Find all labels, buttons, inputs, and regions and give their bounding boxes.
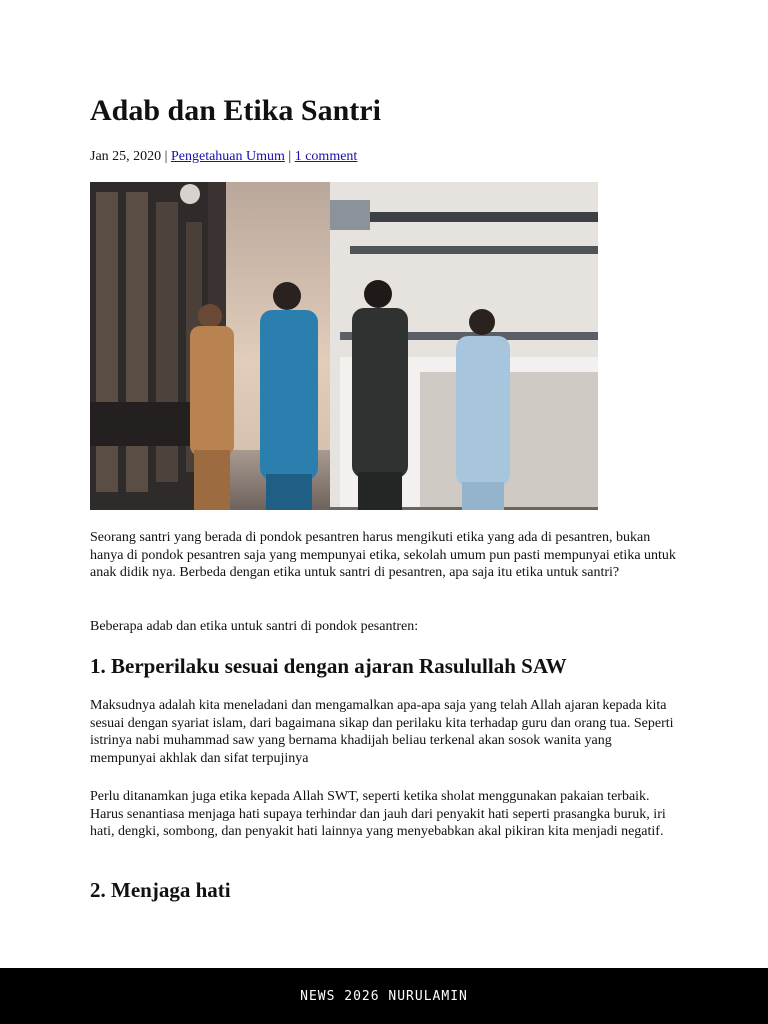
person-3 [352,280,408,510]
footer-bar [0,968,768,1024]
person-2 [260,282,318,510]
hero-image [90,182,598,510]
post-date: Jan 25, 2020 [90,149,162,164]
post-meta [90,148,357,166]
person-4 [456,309,510,510]
comments-link[interactable]: 1 comment [294,149,358,164]
section-heading: 2. Menjaga hati [90,878,231,902]
section-heading: 1. Berperilaku sesuai dengan ajaran Rasulullah SAW [90,654,567,678]
article [90,92,680,902]
person-1 [190,304,234,510]
article-title: Adab dan Etika Santri [90,94,381,127]
section-paragraph: Perlu ditanamkan juga etika kepada Allah SWT, seperti ketika sholat menggunakan pakaian terbaik. Harus senantiasa menjaga hati supaya terhindar dan jauh dari penyakit hati seperti prasangka buruk, iri hati, dengki, sombong, dan penyakit hati lainnya yang menyebabkan akal pikiran kita menjadi negatif. [90,789,666,840]
meta-separator: | [284,149,295,164]
section-paragraph: Maksudnya adalah kita meneladani dan mengamalkan apa-apa saja yang telah Allah ajaran kepada kita sesuai dengan syariat islam, dari bagaimana sikap dan perilaku kita terhadap guru dan orang tua. Seperti istrinya nabi muhammad saw yang bernama khadijah beliau terkenal akan sosok wanita yang mempunyai akhlak dan sifat terpujinya [90,698,674,766]
intro-paragraph: Seorang santri yang berada di pondok pesantren harus mengikuti etika yang ada di pesantren, bukan hanya di pondok pesantren saja yang mempunyai etika, sekolah umum pun pasti mempunyai etika untuk anak didik nya. Berbeda dengan etika untuk santri di pesantren, apa saja itu etika untuk santri? [90,530,676,581]
category-link[interactable]: Pengetahuan Umum [170,149,285,164]
footer-text: NEWS 2026 NURULAMIN [300,988,468,1004]
meta-separator: | [161,149,171,164]
lead-paragraph: Beberapa adab dan etika untuk santri di pondok pesantren: [90,619,419,634]
